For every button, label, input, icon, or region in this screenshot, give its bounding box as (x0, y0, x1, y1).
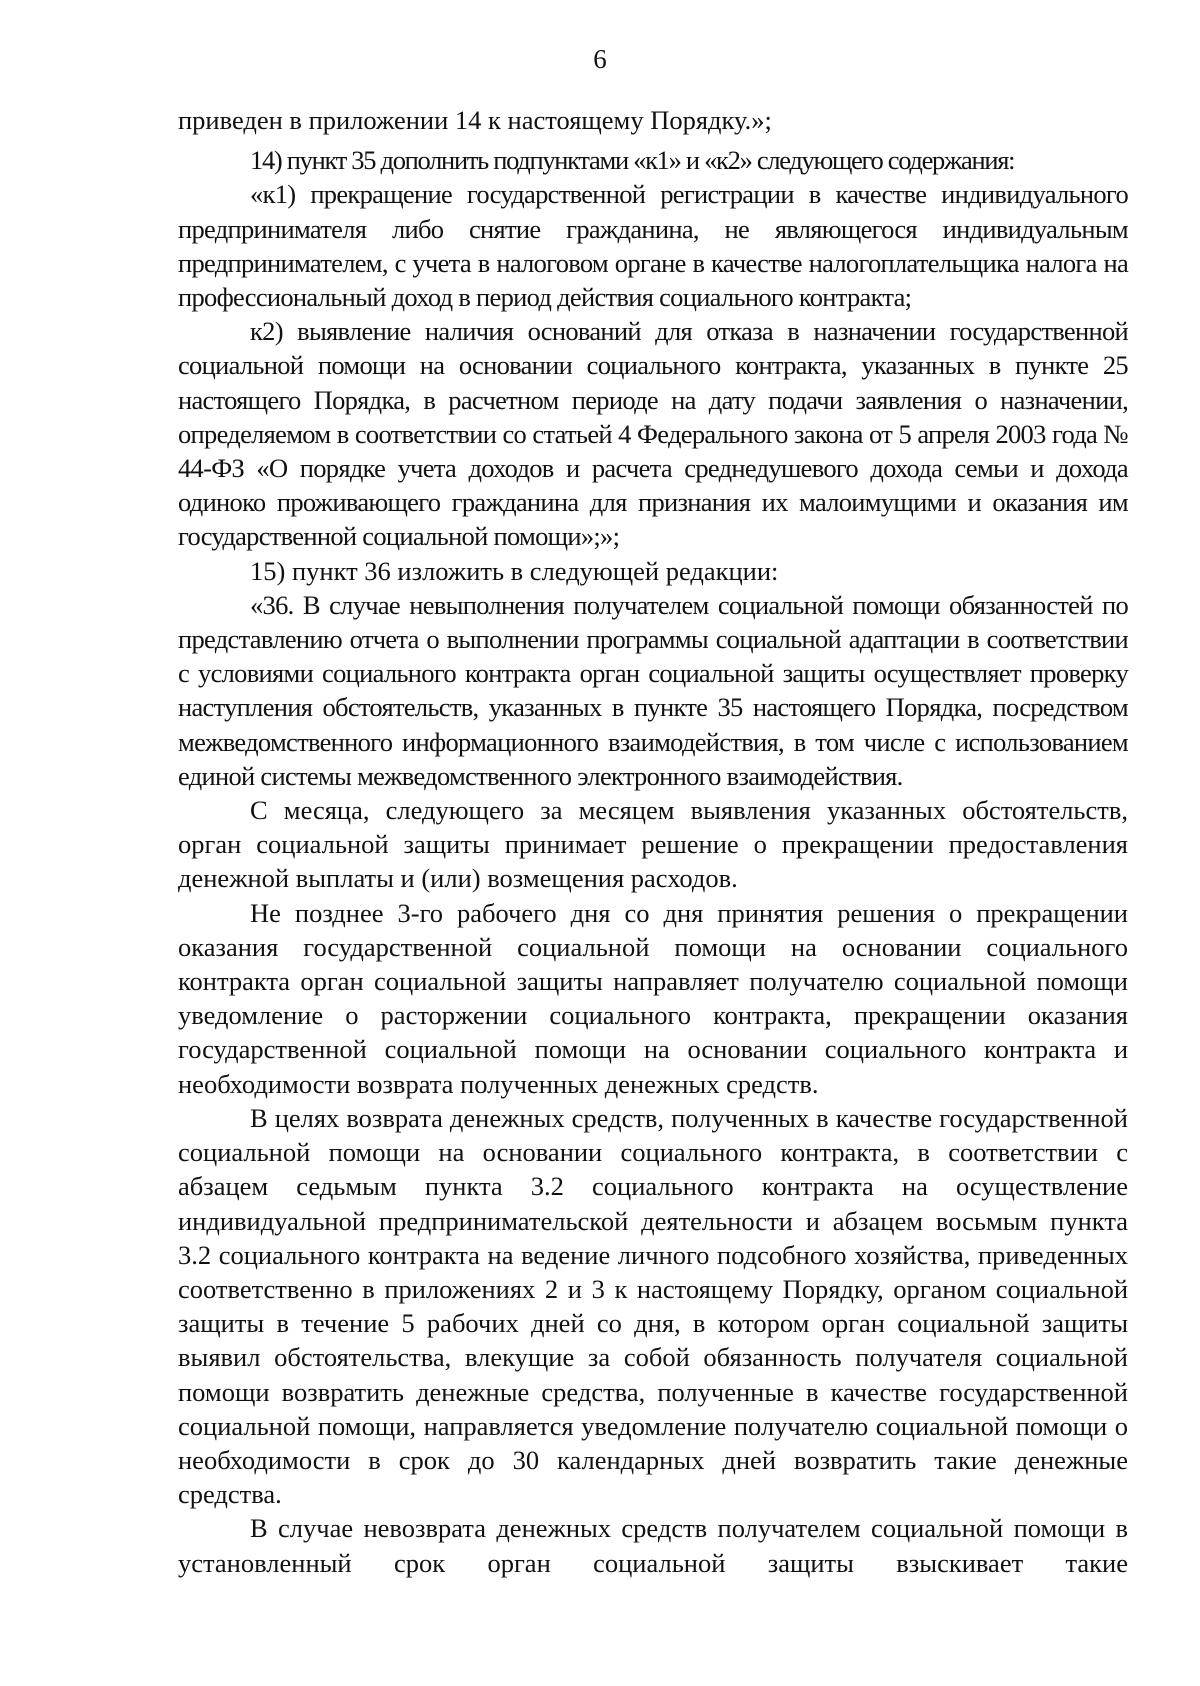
paragraph-subitem-k2: к2) выявление наличия оснований для отказа в назначении государственной социальной помощи на основании социального контракта, указанных в пункте 25 настоящего Порядка, в расчетном периоде на дату подачи заявления о назначении, определяемом в соответствии со статьей 4 Федерального закона от 5 апреля 2003 года № 44-ФЗ «О порядке учета доходов и расчета среднедушевого дохода семьи и дохода одиноко проживающего гражданина для признания их малоимущими и оказания им государственной социальной помощи»;»; (178, 316, 1128, 552)
paragraph-point-36: «36. В случае невыполнения получателем социальной помощи обязанностей по представлению отчета о выполнении программы социальной адаптации в соответствии с условиями социального контракта орган социальной защиты осуществляет проверку наступления обстоятельств, указанных в пункте 35 настоящего Порядка, посредством межведомственного информационного взаимодействия, в том числе с использованием единой системы межведомственного электронного взаимодействия. (178, 589, 1128, 791)
paragraph-non-refund: В случае невозврата денежных средств получателем социальной помощи в установленный срок орган социальной защиты взыскивает такие (178, 1513, 1128, 1578)
paragraph-subitem-k1: «к1) прекращение государственной регистрации в качестве индивидуального предпринимателя либо снятие гражданина, не являющегося индивидуальным предпринимателем, с учета в налоговом органе в качестве налогоплательщика налога на профессиональный доход в период действия социального контракта; (178, 179, 1128, 313)
page-number: 6 (593, 44, 607, 74)
paragraph-refund: В целях возврата денежных средств, полученных в качестве государственной социальной помощи на основании социального контракта, в соответствии с абзацем седьмым пункта 3.2 социального контракта на осуществление индивидуальной предпринимательской деятельности и абзацем восьмым пункта 3.2 социального контракта на ведение личного подсобного хозяйства, приведенных соответственно в приложениях 2 и 3 к настоящему Порядку, органом социальной защиты в течение 5 рабочих дней со дня, в котором орган социальной защиты выявил обстоятельства, влекущие за собой обязанность получателя социальной помощи возвратить денежные средства, полученные в качестве государственной социальной помощи, направляется уведомление получателю социальной помощи о необходимости в срок до 30 календарных дней возвратить такие денежные средства. (178, 1102, 1128, 1510)
paragraph-notification: Не позднее 3-го рабочего дня со дня принятия решения о прекращении оказания государственной социальной помощи на основании социального контракта орган социальной защиты направляет получателю социальной помощи уведомление о расторжении социального контракта, прекращении оказания государственной социальной помощи на основании социального контракта и необходимости возврата полученных денежных средств. (178, 897, 1128, 1099)
paragraph-item-15: 15) пункт 36 изложить в следующей редакции: (250, 555, 779, 586)
paragraph-continuation: приведен в приложении 14 к настоящему Порядку.»; (178, 105, 772, 135)
document-body (178, 103, 1128, 1580)
paragraph-termination-month: С месяца, следующего за месяцем выявления указанных обстоятельств, орган социальной защиты принимает решение о прекращении предоставления денежной выплаты и (или) возмещения расходов. (178, 795, 1128, 894)
paragraph-item-14: 14) пункт 35 дополнить подпунктами «к1» и «к2» следующего содержания: (250, 145, 1015, 176)
